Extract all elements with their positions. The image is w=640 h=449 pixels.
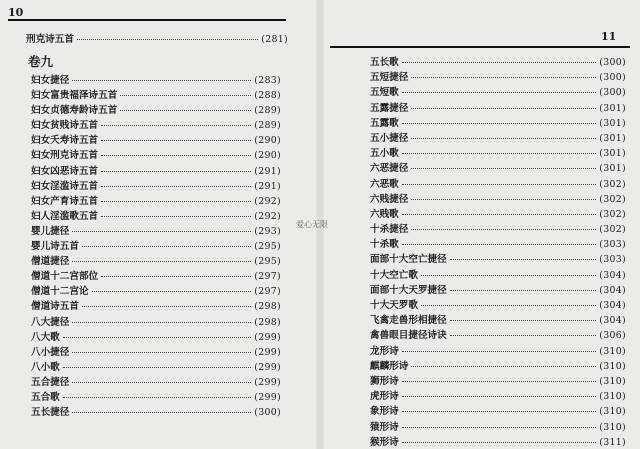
toc-entry-page: (302) (599, 208, 626, 220)
toc-entry-page: (300) (599, 87, 626, 99)
toc-entry-page: (301) (599, 102, 626, 114)
toc-entry (31, 283, 281, 298)
toc-entry-title: 五长歌 (370, 57, 399, 68)
toc-entry (31, 314, 281, 329)
right-toc-list (370, 54, 626, 449)
toc-entry-page: (310) (599, 406, 626, 418)
toc-entry-title: 八大捷径 (31, 316, 70, 328)
toc-entry-page: (289) (254, 120, 281, 132)
toc-entry-page: (298) (254, 316, 281, 328)
toc-entry (370, 373, 626, 388)
dot-leader (402, 411, 597, 412)
toc-entry (31, 238, 281, 253)
toc-entry-page: (292) (254, 210, 281, 222)
toc-entry (370, 206, 626, 221)
toc-entry-title: 妇女捷径 (31, 75, 70, 86)
toc-entry (370, 54, 626, 69)
toc-entry-title: 十大天罗歌 (370, 300, 418, 311)
toc-entry-title: 五长捷径 (31, 407, 70, 419)
toc-entry (31, 268, 281, 283)
toc-entry-title: 五小歌 (370, 148, 399, 160)
toc-entry (31, 298, 281, 313)
dot-leader (402, 214, 597, 215)
toc-entry-page: (281) (261, 34, 288, 45)
toc-entry (370, 236, 626, 251)
toc-entry (31, 193, 281, 208)
toc-entry-title: 僧道十二宫部位 (31, 271, 99, 283)
toc-entry-page: (304) (599, 269, 626, 281)
toc-entry-page: (297) (254, 271, 281, 283)
toc-entry-title: 八大歌 (31, 331, 60, 343)
toc-entry (370, 282, 626, 297)
toc-entry-title: 麒麟形诗 (370, 360, 409, 372)
dot-leader (101, 201, 251, 202)
toc-entry-page: (290) (254, 150, 281, 162)
dot-leader (402, 153, 597, 154)
left-page-number: 10 (8, 6, 24, 19)
toc-entry-title: 五小捷径 (370, 132, 409, 144)
dot-leader (450, 335, 597, 336)
toc-entry-page: (303) (599, 254, 626, 266)
toc-entry-title: 妇女富贵福泽诗五首 (31, 90, 118, 102)
dot-leader (402, 123, 597, 124)
dot-leader (72, 80, 251, 81)
dot-leader (72, 261, 251, 262)
toc-entry-title: 象形诗 (370, 406, 399, 418)
toc-entry (370, 251, 626, 266)
toc-entry-page: (301) (599, 163, 626, 175)
dot-leader (72, 322, 251, 323)
toc-entry (31, 344, 281, 359)
toc-entry-title: 猿形诗 (370, 421, 399, 433)
toc-entry-page: (300) (254, 407, 281, 419)
toc-entry-title: 十大空亡歌 (370, 269, 418, 281)
toc-entry-page: (304) (599, 284, 626, 296)
dot-leader (63, 367, 252, 368)
toc-entry-page: (291) (254, 180, 281, 192)
toc-entry (31, 359, 281, 374)
toc-entry-page: (301) (599, 148, 626, 160)
toc-entry (370, 267, 626, 282)
toc-entry-title: 六贱捷径 (370, 193, 409, 205)
toc-entry-page: (310) (599, 391, 626, 403)
toc-entry-page: (297) (254, 286, 281, 298)
dot-leader (72, 352, 251, 353)
toc-entry-title: 妇人淫滥歌五首 (31, 210, 99, 222)
dot-leader (402, 427, 597, 428)
toc-entry-page: (304) (599, 315, 626, 327)
right-page-number: 11 (601, 30, 617, 43)
toc-entry (31, 329, 281, 344)
toc-entry-title: 五短捷径 (370, 72, 409, 84)
dot-leader (402, 396, 597, 397)
dot-leader (101, 125, 251, 126)
toc-entry (31, 117, 281, 132)
toc-entry-title: 僧道诗五首 (31, 301, 79, 313)
left-header-rule (8, 19, 286, 21)
toc-entry-title: 妇女贞德寿龄诗五首 (31, 105, 118, 117)
toc-entry-title: 虎形诗 (370, 391, 399, 403)
toc-entry (370, 100, 626, 115)
toc-entry (370, 403, 626, 418)
toc-entry-page: (290) (254, 135, 281, 147)
toc-entry (31, 374, 281, 389)
toc-entry-title: 婴儿捷径 (31, 225, 70, 237)
toc-entry (31, 223, 281, 238)
toc-entry (31, 132, 281, 147)
right-header-rule (330, 46, 630, 48)
toc-entry (31, 389, 281, 404)
toc-entry-page: (302) (599, 178, 626, 190)
toc-entry-title: 五短歌 (370, 87, 399, 99)
toc-entry-title: 龙形诗 (370, 345, 399, 357)
dot-leader (402, 62, 597, 63)
dot-leader (120, 110, 251, 111)
dot-leader (411, 108, 596, 109)
toc-entry (370, 115, 626, 130)
toc-entry-title: 五合歌 (31, 391, 60, 403)
toc-entry-page: (289) (254, 105, 281, 117)
dot-leader (411, 366, 596, 367)
toc-entry-page: (306) (599, 330, 626, 342)
dot-leader (101, 155, 251, 156)
dot-leader (450, 320, 597, 321)
dot-leader (101, 171, 251, 172)
toc-entry-title: 僧道十二宫论 (31, 286, 89, 298)
dot-leader (402, 184, 597, 185)
dot-leader (101, 276, 251, 277)
toc-entry-page: (293) (254, 225, 281, 237)
toc-entry-page: (299) (254, 346, 281, 358)
dot-leader (411, 229, 596, 230)
dot-leader (411, 199, 596, 200)
toc-entry (31, 72, 281, 87)
toc-entry (370, 434, 626, 449)
toc-entry-page: (295) (254, 256, 281, 268)
toc-entry (31, 404, 281, 419)
toc-entry-page: (299) (254, 361, 281, 373)
toc-entry-title: 六贱歌 (370, 208, 399, 220)
toc-entry-title: 僧道捷径 (31, 256, 70, 268)
dot-leader (421, 305, 596, 306)
left-toc-list (31, 72, 281, 419)
dot-leader (101, 186, 251, 187)
dot-leader (411, 77, 596, 78)
toc-entry-title: 十杀歌 (370, 239, 399, 251)
dot-leader (77, 39, 258, 40)
toc-entry-page: (302) (599, 224, 626, 236)
dot-leader (402, 442, 597, 443)
toc-entry-title: 妇女刑克诗五首 (31, 150, 99, 162)
toc-entry (370, 84, 626, 99)
toc-entry-page: (299) (254, 331, 281, 343)
toc-entry-page: (298) (254, 301, 281, 313)
left-top-entry-list (26, 31, 288, 46)
toc-entry (370, 312, 626, 327)
toc-entry-page: (310) (599, 360, 626, 372)
dot-leader (450, 290, 597, 291)
dot-leader (402, 381, 597, 382)
dot-leader (72, 231, 251, 232)
dot-leader (450, 259, 597, 260)
toc-entry-title: 婴儿诗五首 (31, 241, 79, 253)
dot-leader (72, 382, 251, 383)
toc-entry (31, 163, 281, 178)
dot-leader (120, 95, 251, 96)
toc-entry (31, 178, 281, 193)
left-page (0, 0, 318, 449)
toc-entry (370, 69, 626, 84)
toc-entry (31, 87, 281, 102)
toc-entry-title: 六恶歌 (370, 178, 399, 190)
section-heading: 卷九 (28, 54, 54, 69)
toc-entry-title: 猴形诗 (370, 436, 399, 448)
toc-entry-title: 禽兽眼目捷径诗诀 (370, 330, 447, 342)
toc-entry (370, 419, 626, 434)
toc-entry-page: (299) (254, 376, 281, 388)
toc-entry-title: 面部十大天罗捷径 (370, 284, 447, 296)
toc-entry-page: (288) (254, 90, 281, 102)
toc-entry-page: (301) (599, 117, 626, 129)
toc-entry-page: (310) (599, 421, 626, 433)
toc-entry-title: 面部十大空亡捷径 (370, 254, 447, 266)
dot-leader (82, 306, 251, 307)
toc-entry-title: 八小歌 (31, 361, 60, 373)
toc-entry-title: 妇女贫贱诗五首 (31, 120, 99, 132)
toc-entry-page: (304) (599, 300, 626, 311)
toc-entry (31, 253, 281, 268)
toc-entry-title: 飞禽走兽形相捷径 (370, 315, 447, 327)
dot-leader (101, 216, 251, 217)
dot-leader (63, 337, 252, 338)
dot-leader (402, 351, 597, 352)
toc-entry-title: 妇女凶恶诗五首 (31, 165, 99, 177)
toc-entry-title: 妇女产育诗五首 (31, 195, 99, 207)
toc-entry (370, 327, 626, 342)
toc-entry-page: (300) (599, 72, 626, 84)
toc-entry-page: (283) (254, 75, 281, 86)
toc-entry (31, 147, 281, 162)
dot-leader (402, 244, 597, 245)
toc-entry (370, 191, 626, 206)
toc-entry-page: (292) (254, 195, 281, 207)
toc-entry-page: (310) (599, 345, 626, 357)
right-page (322, 0, 640, 449)
dot-leader (92, 291, 252, 292)
toc-entry-title: 五露歌 (370, 117, 399, 129)
toc-entry-page: (291) (254, 165, 281, 177)
toc-entry-title: 五露捷径 (370, 102, 409, 114)
toc-entry-page: (301) (599, 132, 626, 144)
dot-leader (63, 397, 252, 398)
toc-entry (26, 31, 288, 46)
toc-entry-title: 八小捷径 (31, 346, 70, 358)
toc-entry (370, 160, 626, 175)
toc-entry (370, 343, 626, 358)
toc-entry-page: (311) (599, 436, 626, 448)
dot-leader (82, 246, 251, 247)
toc-entry (370, 145, 626, 160)
dot-leader (411, 168, 596, 169)
toc-entry-title: 妇女淫滥诗五首 (31, 180, 99, 192)
dot-leader (421, 275, 596, 276)
dot-leader (101, 140, 251, 141)
toc-entry-title: 五合捷径 (31, 376, 70, 388)
toc-entry-title: 狮形诗 (370, 375, 399, 387)
toc-entry-page: (299) (254, 391, 281, 403)
dot-leader (72, 412, 251, 413)
toc-entry (370, 130, 626, 145)
dot-leader (402, 92, 597, 93)
toc-entry (370, 297, 626, 312)
toc-entry (370, 358, 626, 373)
watermark-text: 爱心无限 (296, 220, 328, 229)
toc-entry (370, 221, 626, 236)
toc-entry-title: 六恶捷径 (370, 163, 409, 175)
toc-entry-page: (300) (599, 57, 626, 68)
toc-entry-page: (302) (599, 193, 626, 205)
dot-leader (411, 138, 596, 139)
toc-entry (370, 176, 626, 191)
toc-entry (31, 102, 281, 117)
toc-entry-title: 十杀捷径 (370, 224, 409, 236)
toc-entry-title: 刑克诗五首 (26, 34, 74, 45)
toc-entry-page: (303) (599, 239, 626, 251)
toc-entry-title: 妇女夭寿诗五首 (31, 135, 99, 147)
toc-entry-page: (295) (254, 241, 281, 253)
toc-entry (370, 388, 626, 403)
toc-entry-page: (310) (599, 375, 626, 387)
toc-entry (31, 208, 281, 223)
